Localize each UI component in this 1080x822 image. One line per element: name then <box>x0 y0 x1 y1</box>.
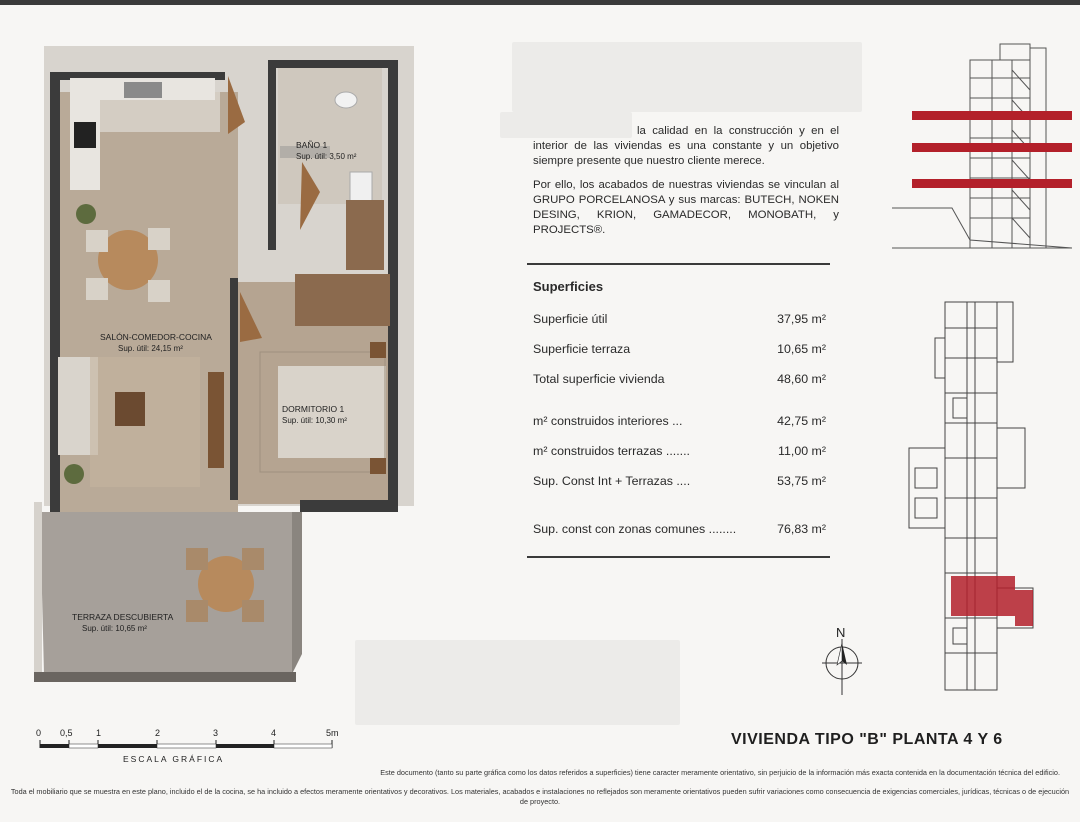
row-label: Superficie útil <box>533 312 608 326</box>
scale-tick-0: 0 <box>36 728 42 738</box>
table-row <box>527 364 830 394</box>
top-bar <box>0 0 1080 5</box>
row-value: 10,65 m² <box>777 342 826 356</box>
row-label: m² construidos terrazas ....... <box>533 444 690 458</box>
table-row <box>527 514 830 544</box>
row-value: 37,95 m² <box>777 312 826 326</box>
row-value: 76,83 m² <box>777 522 826 536</box>
scale-tick-5: 5m <box>326 728 339 738</box>
table-rule-bottom <box>527 556 830 558</box>
table-rule-top <box>527 263 830 265</box>
page-heading: VIVIENDA TIPO "B" PLANTA 4 Y 6 <box>731 731 1003 748</box>
room-salon-name: SALÓN-COMEDOR-COCINA <box>100 332 212 342</box>
table-row <box>527 406 830 436</box>
wardrobe <box>295 274 390 326</box>
surfaces-table <box>527 263 830 558</box>
washbasin-icon <box>350 172 372 202</box>
building-section-diagram <box>892 40 1072 255</box>
bath-cabinet <box>346 200 384 270</box>
table-row <box>527 436 830 466</box>
cooktop-icon <box>74 122 96 148</box>
compass-label: N <box>836 625 846 640</box>
row-value: 48,60 m² <box>777 372 826 386</box>
north-compass-icon <box>818 625 868 697</box>
scale-tick-4: 4 <box>271 728 277 738</box>
wall-bedroom-west <box>230 278 238 500</box>
row-value: 53,75 m² <box>777 474 826 488</box>
intro-paragraph-1: la calidad en la construcción y en el interior de las viviendas es una constante y un objetivo siempre presente que nuestro cliente merece. <box>533 125 839 168</box>
blurred-area <box>512 42 862 112</box>
table-row <box>527 304 830 334</box>
room-bano-area: Sup. útil: 3,50 m² <box>296 152 357 161</box>
terrace-floor <box>40 512 292 674</box>
scale-tick-3: 3 <box>213 728 219 738</box>
table-row <box>527 466 830 496</box>
row-label: Sup. Const Int + Terrazas .... <box>533 474 691 488</box>
plant-icon <box>64 464 84 484</box>
tv-unit <box>208 372 224 468</box>
disclaimer-line-2: Toda el mobiliario que se muestra en este plano, incluido el de la cocina, se ha incluido a efectos meramente orientativos y decorativos. Los materiales, acabados e instalaciones no reflejados son meramente orientativos pueden sufrir variaciones como consecuencia de exigencias comerciales, jurídicas, técnicas o de ejecución de proyecto. <box>10 787 1070 806</box>
plant-icon <box>76 204 96 224</box>
scale-tick-2: 2 <box>155 728 161 738</box>
highlight-floor-band <box>912 143 1072 152</box>
row-value: 11,00 m² <box>778 444 826 458</box>
wall-bath-north <box>268 60 396 68</box>
room-dorm-area: Sup. útil: 10,30 m² <box>282 416 347 425</box>
floor-plan <box>30 42 420 702</box>
sink-icon <box>124 82 162 98</box>
room-terraza-area: Sup. útil: 10,65 m² <box>82 624 147 633</box>
intro-text <box>533 124 839 246</box>
coffee-table <box>115 392 145 426</box>
highlight-floor-band <box>912 179 1072 188</box>
row-label: Total superficie vivienda <box>533 372 665 386</box>
wall-south <box>300 500 398 512</box>
room-dorm-name: DORMITORIO 1 <box>282 404 345 414</box>
toilet-icon <box>335 92 357 108</box>
blurred-area <box>355 640 680 725</box>
highlight-floor-band <box>912 111 1072 120</box>
room-bano-name: BAÑO 1 <box>296 140 328 150</box>
intro-paragraph-2: Por ello, los acabados de nuestras viviendas se vinculan al GRUPO PORCELANOSA y sus marcas: BUTECH, NOKEN DESING, KRION, GAMADECOR, MONOBATH, y PROJECTS®. <box>533 178 839 237</box>
row-label: Superficie terraza <box>533 342 631 356</box>
disclaimer-line-1: Este documento (tanto su parte gráfica como los datos referidos a superficies) tiene caracter meramente orientativo, sin perjuicio de la información más exacta contenida en la documentación técnica del edificio. <box>380 768 1060 777</box>
table-row <box>527 334 830 364</box>
wall-bath-west <box>268 60 276 250</box>
row-label: m² construidos interiores ... <box>533 414 683 428</box>
room-terraza-name: TERRAZA DESCUBIERTA <box>72 612 174 622</box>
scale-tick-1: 1 <box>96 728 102 738</box>
key-floor-plan <box>905 298 1055 693</box>
row-value: 42,75 m² <box>777 414 826 428</box>
room-salon-area: Sup. útil: 24,15 m² <box>118 344 183 353</box>
graphic-scale <box>30 728 350 768</box>
row-label: Sup. const con zonas comunes ........ <box>533 522 737 536</box>
highlight-unit <box>951 576 1015 616</box>
scale-label: ESCALA GRÁFICA <box>123 754 225 764</box>
highlight-terrace <box>1015 590 1033 626</box>
surfaces-title: Superficies <box>533 279 604 294</box>
scale-tick-05: 0,5 <box>60 728 73 738</box>
